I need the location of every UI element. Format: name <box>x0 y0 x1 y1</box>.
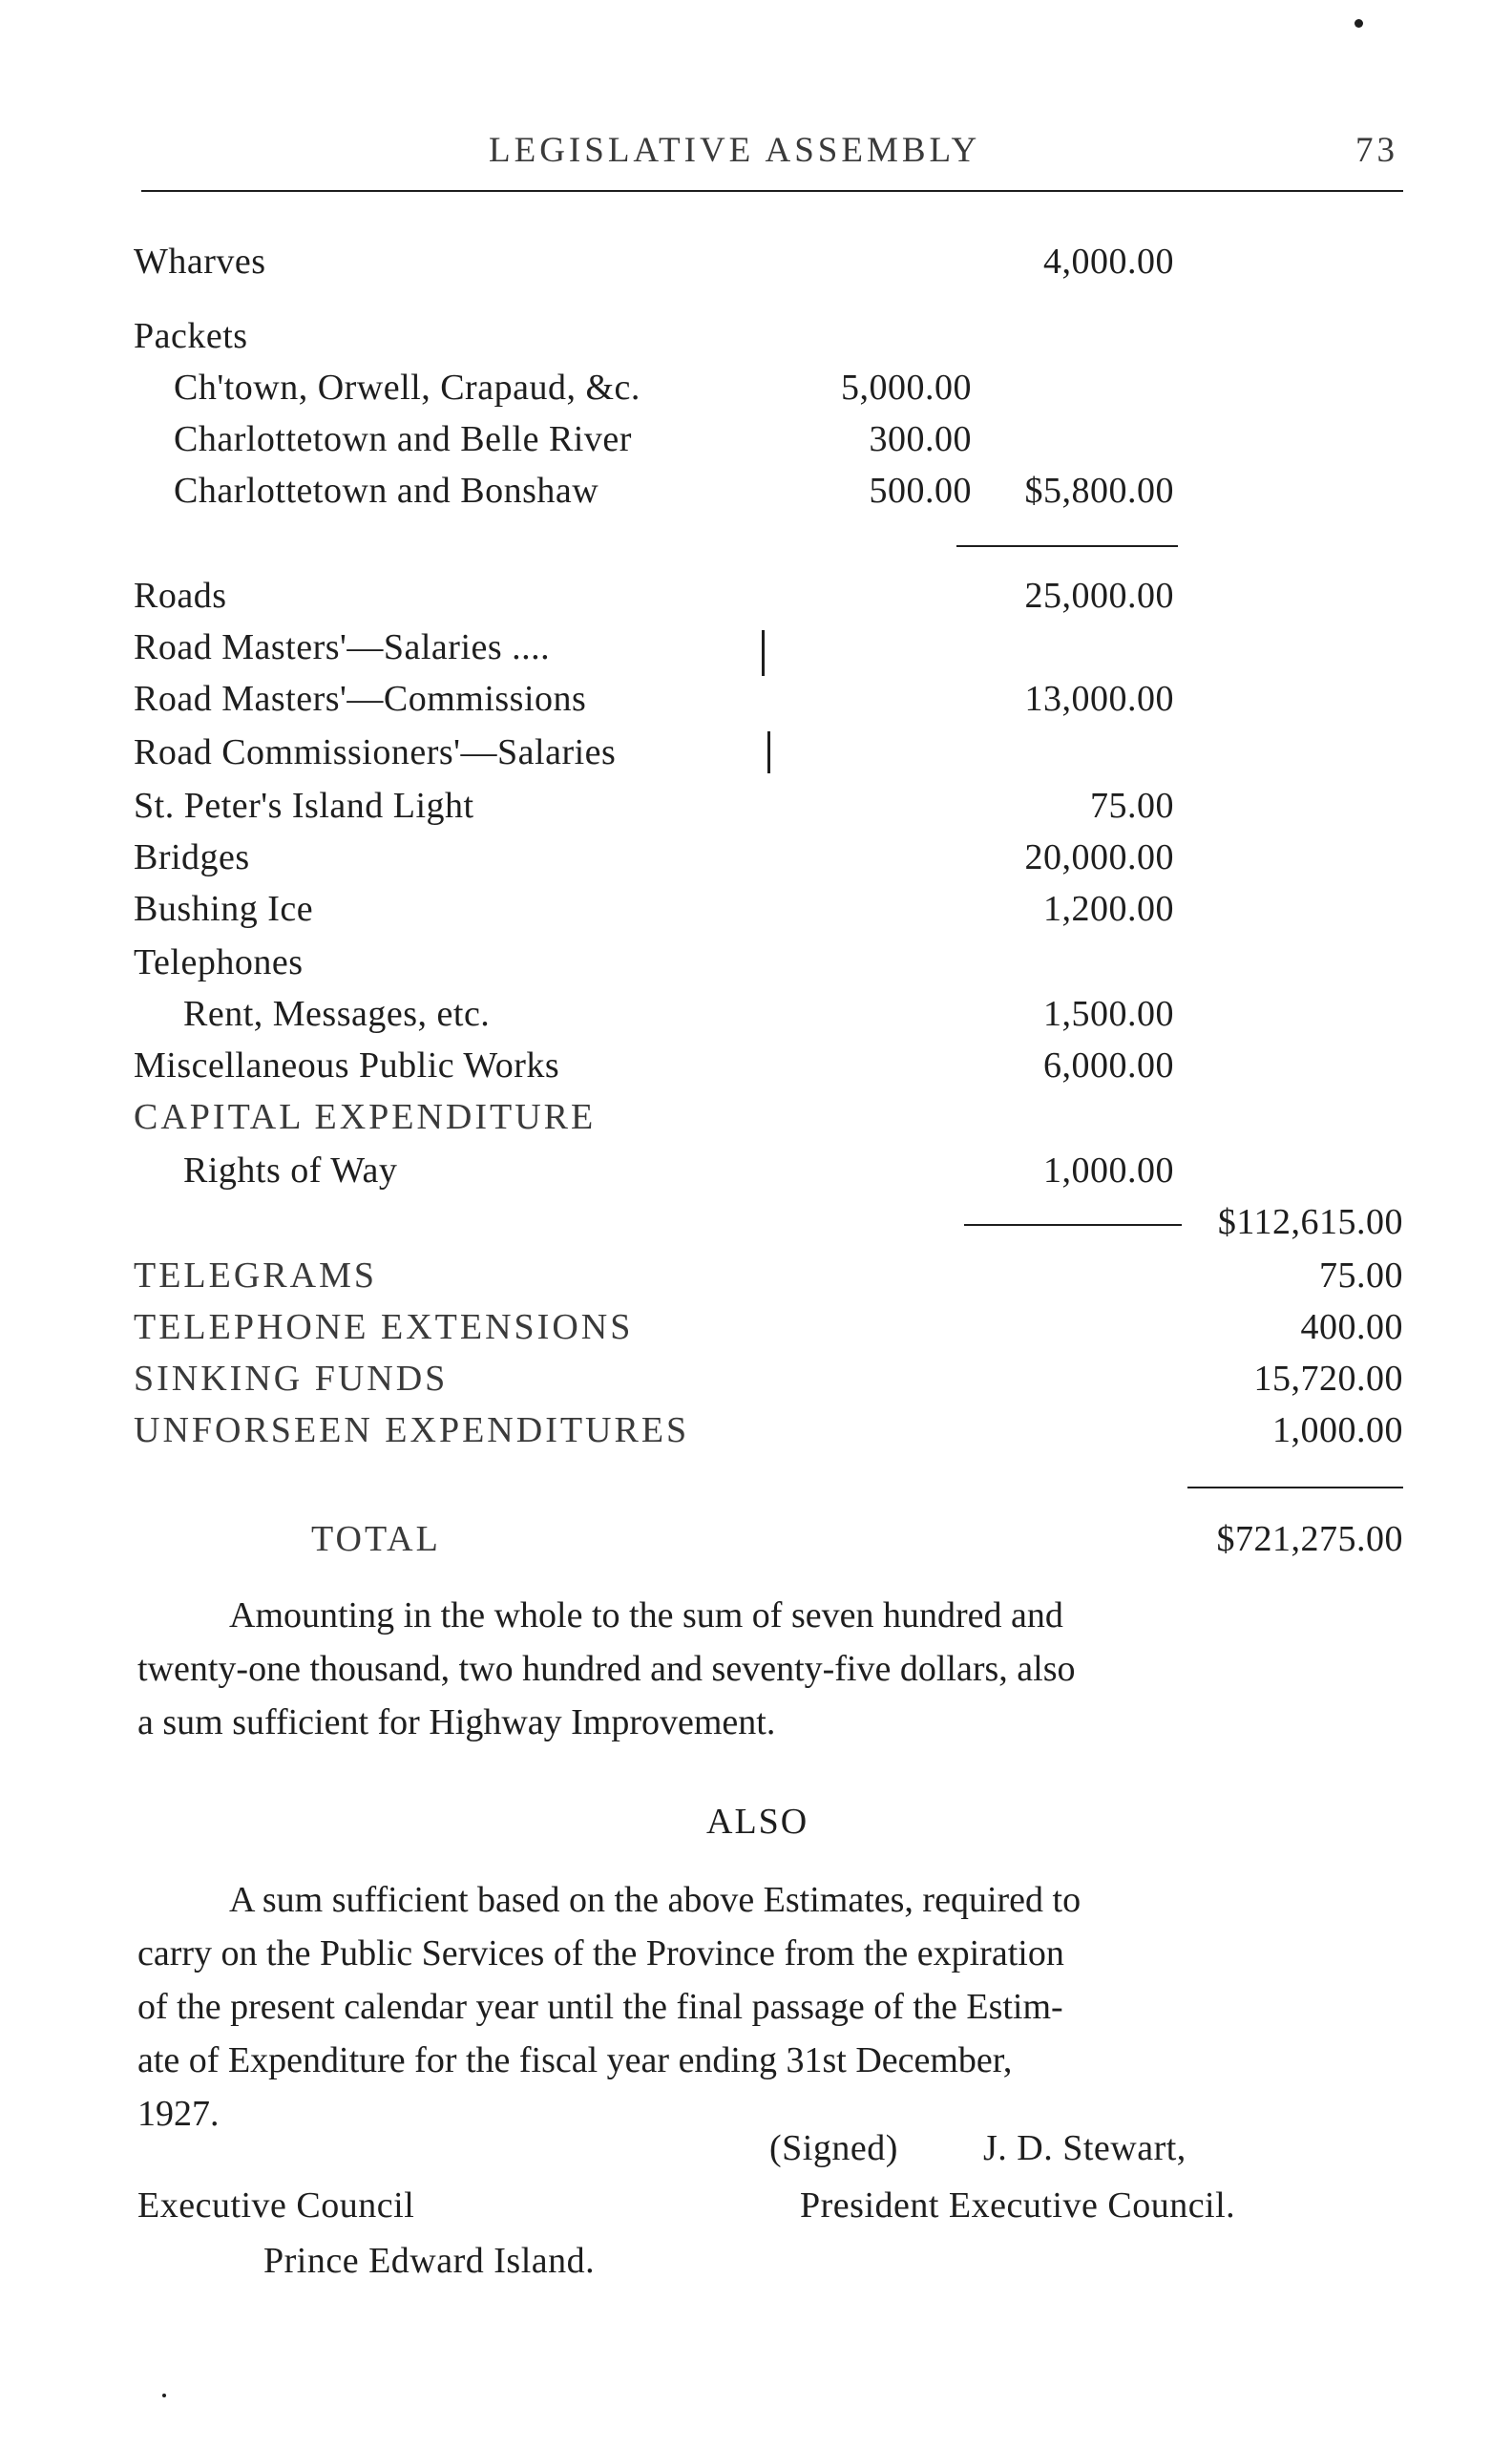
other-item-amount: 75.00 <box>1319 1256 1403 1296</box>
capital-expenditure-label: CAPITAL EXPENDITURE <box>134 1097 597 1137</box>
wharves-amount: 4,000.00 <box>1043 242 1174 282</box>
road-group-item: Road Commissioners'—Salaries <box>134 732 617 772</box>
public-works-total: $112,615.00 <box>1217 1202 1403 1242</box>
ink-speck <box>1354 19 1363 28</box>
page-number: 73 <box>1355 131 1398 170</box>
road-group-bracket <box>762 630 765 676</box>
interim-supply-paragraph <box>137 1873 1407 2141</box>
signed-prefix: (Signed) <box>769 2128 898 2168</box>
other-item-label: SINKING FUNDS <box>134 1359 449 1399</box>
packets-subtotal: $5,800.00 <box>1024 471 1174 511</box>
telephones-amount: 1,500.00 <box>1043 994 1174 1034</box>
packets-subtotal-rule <box>956 545 1178 547</box>
capital-expenditure-sub-label: Rights of Way <box>183 1150 398 1191</box>
packet-item-amount: 5,000.00 <box>841 368 972 408</box>
paragraph-line: of the present calendar year until the final passage of the Estim- <box>137 1987 1063 2027</box>
other-item-label: UNFORSEEN EXPENDITURES <box>134 1410 690 1450</box>
other-item-label: TELEGRAMS <box>134 1256 377 1296</box>
line-item-amount: 20,000.00 <box>1024 837 1174 877</box>
packets-label: Packets <box>134 316 248 356</box>
telephones-sub-label: Rent, Messages, etc. <box>183 994 491 1034</box>
packet-item-label: Ch'town, Orwell, Crapaud, &c. <box>174 368 640 408</box>
other-item-amount: 1,000.00 <box>1272 1410 1403 1450</box>
page-header-title: LEGISLATIVE ASSEMBLY <box>489 131 981 170</box>
province-label: Prince Edward Island. <box>263 2241 596 2281</box>
paragraph-line: twenty-one thousand, two hundred and seventy-five dollars, also <box>137 1649 1076 1689</box>
line-item-amount: 75.00 <box>1090 786 1174 826</box>
amount-in-words-paragraph <box>137 1589 1407 1749</box>
executive-council-label: Executive Council <box>137 2185 415 2226</box>
signatory-title: President Executive Council. <box>800 2185 1236 2226</box>
road-group-bracket <box>767 731 770 773</box>
also-heading: ALSO <box>706 1802 809 1842</box>
other-item-amount: 400.00 <box>1300 1307 1403 1347</box>
line-item-label: Bushing Ice <box>134 889 314 929</box>
roads-amount: 25,000.00 <box>1024 576 1174 616</box>
line-item-label: St. Peter's Island Light <box>134 786 474 826</box>
packet-item-label: Charlottetown and Bonshaw <box>174 471 599 511</box>
packet-item-amount: 300.00 <box>869 419 972 459</box>
total-amount: $721,275.00 <box>1216 1519 1403 1559</box>
paragraph-line: carry on the Public Services of the Province from the expiration <box>137 1933 1064 1973</box>
line-item-label: Bridges <box>134 837 250 877</box>
road-group-item: Road Masters'—Commissions <box>134 679 587 719</box>
capital-expenditure-amount: 1,000.00 <box>1043 1150 1174 1191</box>
total-label: TOTAL <box>311 1519 441 1559</box>
packet-item-amount: 500.00 <box>869 471 972 511</box>
road-group-item: Road Masters'—Salaries .... <box>134 627 551 667</box>
ink-speck <box>162 2394 166 2397</box>
road-group-amount: 13,000.00 <box>1024 679 1174 719</box>
paragraph-line: Amounting in the whole to the sum of seven hundred and <box>229 1595 1063 1636</box>
line-item-amount: 1,200.00 <box>1043 889 1174 929</box>
wharves-label: Wharves <box>134 242 266 282</box>
header-rule <box>141 190 1403 192</box>
signatory-name: J. D. Stewart, <box>983 2128 1186 2168</box>
misc-public-works-label: Miscellaneous Public Works <box>134 1045 560 1086</box>
paragraph-line: a sum sufficient for Highway Improvement. <box>137 1702 776 1742</box>
other-item-label: TELEPHONE EXTENSIONS <box>134 1307 634 1347</box>
misc-public-works-amount: 6,000.00 <box>1043 1045 1174 1086</box>
grand-total-rule <box>1187 1487 1403 1488</box>
telephones-label: Telephones <box>134 942 304 982</box>
paragraph-line: 1927. <box>137 2094 220 2134</box>
packet-item-label: Charlottetown and Belle River <box>174 419 632 459</box>
roads-label: Roads <box>134 576 227 616</box>
other-item-amount: 15,720.00 <box>1253 1359 1403 1399</box>
paragraph-line: A sum sufficient based on the above Estimates, required to <box>229 1880 1082 1920</box>
paragraph-line: ate of Expenditure for the fiscal year ending 31st December, <box>137 2040 1013 2080</box>
